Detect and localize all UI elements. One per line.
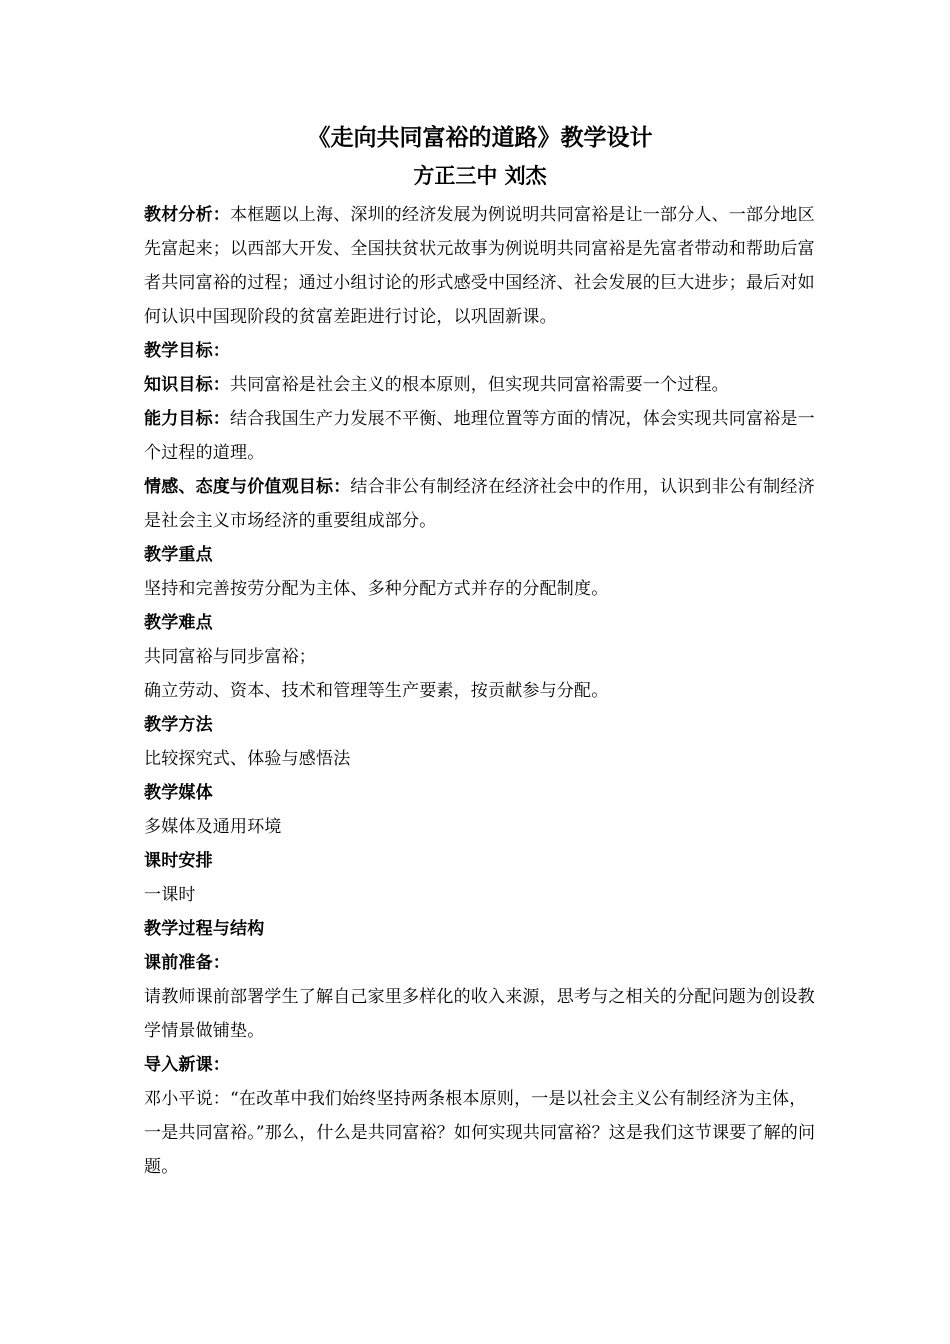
analysis-paragraph — [144, 198, 816, 334]
method-heading: 教学方法 — [144, 715, 213, 735]
emotion-goal-label: 情感、态度与价值观目标： — [144, 477, 351, 497]
intro-text: 邓小平说：“在改革中我们始终坚持两条根本原则，一是以社会主义公有制经济为主体，一是共同富裕。”那么，什么是共同富裕？如何实现共同富裕？这是我们这节课要了解的问题。 — [144, 1089, 816, 1177]
emotion-goal-paragraph — [144, 470, 816, 538]
analysis-text: 本框题以上海、深圳的经济发展为例说明共同富裕是让一部分人、一部分地区先富起来；以西部大开发、全国扶贫状元故事为例说明共同富裕是先富者带动和帮助后富者共同富裕的过程；通过小组讨论的形式感受中国经济、社会发展的巨大进步；最后对如何认识中国现阶段的贫富差距进行讨论，以巩固新课。 — [144, 205, 815, 327]
ability-goal-label: 能力目标： — [144, 409, 230, 429]
media-heading: 教学媒体 — [144, 783, 213, 803]
intro-heading: 导入新课： — [144, 1055, 230, 1075]
schedule-heading: 课时安排 — [144, 851, 213, 871]
knowledge-goal-text: 共同富裕是社会主义的根本原则，但实现共同富裕需要一个过程。 — [230, 375, 729, 395]
difficulty-line: 共同富裕与同步富裕； — [144, 647, 316, 667]
preparation-heading: 课前准备： — [144, 953, 230, 973]
key-point-heading: 教学重点 — [144, 545, 213, 565]
difficulty-heading: 教学难点 — [144, 613, 213, 633]
method-text: 比较探究式、体验与感悟法 — [144, 749, 351, 769]
knowledge-goal-label: 知识目标： — [144, 375, 230, 395]
preparation-text: 请教师课前部署学生了解自己家里多样化的收入来源，思考与之相关的分配问题为创设教学情景做铺垫。 — [144, 987, 815, 1041]
process-heading: 教学过程与结构 — [144, 919, 265, 939]
difficulty-line: 确立劳动、资本、技术和管理等生产要素，按贡献参与分配。 — [144, 681, 609, 701]
goals-heading: 教学目标： — [144, 341, 230, 361]
emotion-goal-text: 结合非公有制经济在经济社会中的作用，认识到非公有制经济是社会主义市场经济的重要组成部分。 — [144, 477, 815, 531]
analysis-label: 教材分析： — [144, 205, 230, 225]
document-title: 《走向共同富裕的道路》教学设计 — [307, 125, 653, 151]
document-author: 方正三中 刘杰 — [413, 164, 547, 188]
knowledge-goal-paragraph — [144, 368, 816, 402]
ability-goal-text: 结合我国生产力发展不平衡、地理位置等方面的情况，体会实现共同富裕是一个过程的道理。 — [144, 409, 815, 463]
document-page — [144, 118, 816, 1184]
media-text: 多媒体及通用环境 — [144, 817, 282, 837]
schedule-text: 一课时 — [144, 885, 196, 905]
key-point-text: 坚持和完善按劳分配为主体、多种分配方式并存的分配制度。 — [144, 579, 609, 599]
ability-goal-paragraph — [144, 402, 816, 470]
